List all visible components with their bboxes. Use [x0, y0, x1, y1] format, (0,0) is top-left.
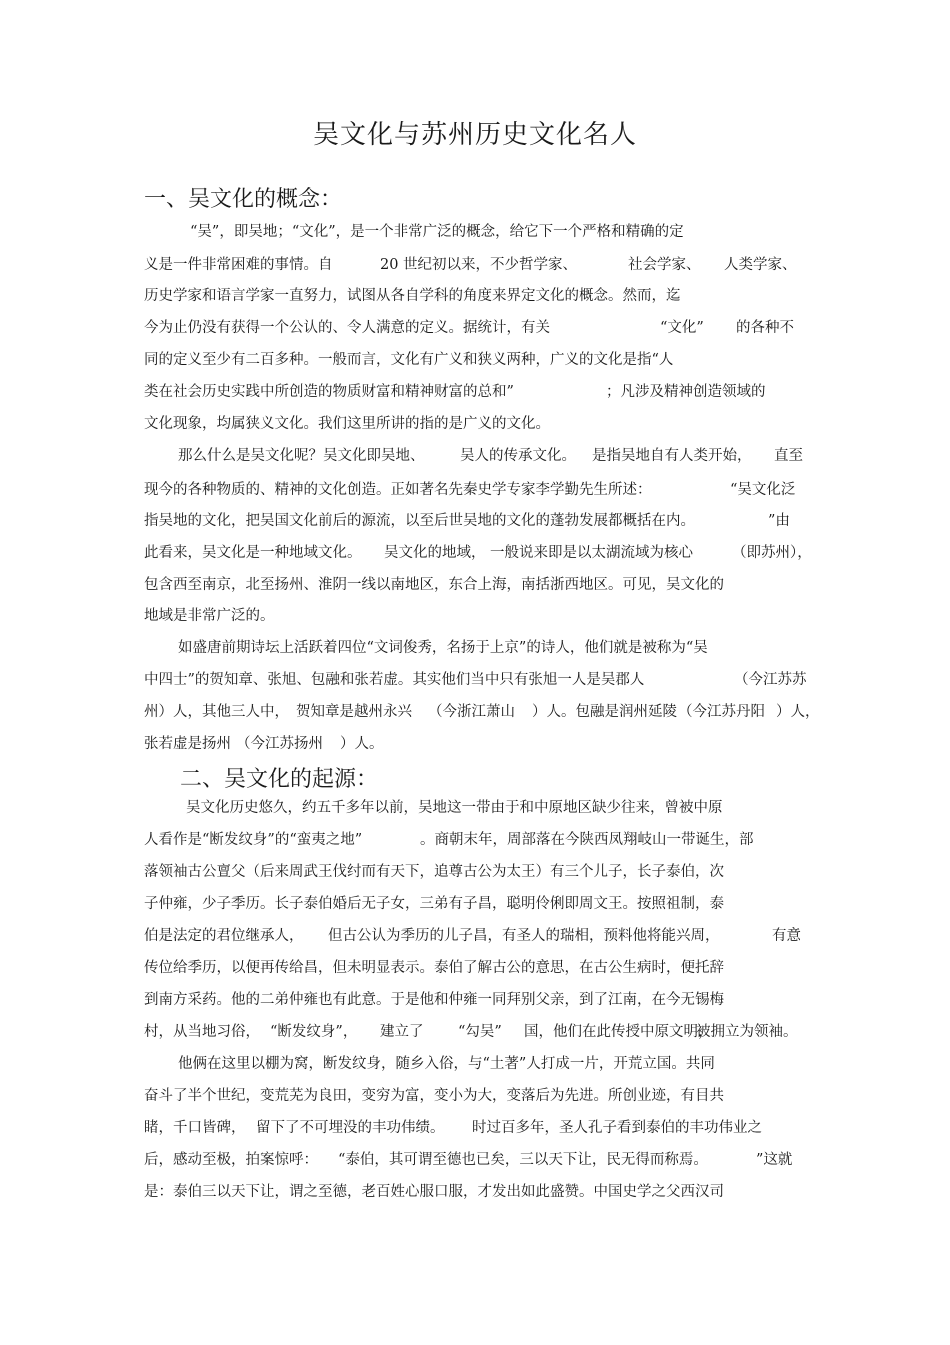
text-segment: （今浙江萧山	[428, 704, 515, 720]
text-segment: 那么什么是吴文化呢？吴文化即吴地、	[178, 448, 425, 464]
text-segment: 是：泰伯三以天下让，谓之至德，老百姓心服口服，才发出如此盛赞。中国史学之父西汉司	[144, 1184, 724, 1200]
text-segment: 吴文化的地域，	[384, 545, 486, 561]
text-segment: “文化”	[660, 320, 704, 336]
text-segment: 义是一件非常困难的事情。自	[144, 257, 333, 273]
text-segment: 但古公认为季历的儿子昌，有圣人的瑞相，预料他将能兴周，	[328, 928, 720, 944]
text-segment: 后，感动至极，拍案惊呼：	[144, 1152, 318, 1168]
text-segment: 有意	[772, 928, 801, 944]
text-segment: 奋斗了半个世纪，变荒芜为良田，变穷为富，变小为大，变落后为先进。所创业迹，有目共	[144, 1088, 724, 1104]
text-segment: 地域是非常广泛的。	[144, 608, 275, 624]
text-segment: 伯是法定的君位继承人，	[144, 928, 304, 944]
text-segment: 落领袖古公亶父（后来周武王伐纣而有天下，追尊古公为太王）有三个儿子，长子泰伯，次	[144, 864, 724, 880]
text-segment: 文化现象，均属狭义文化。我们这里所讲的指的是广义的文化。	[144, 416, 550, 432]
text-segment: 留下了不可埋没的丰功伟绩。	[256, 1120, 445, 1136]
text-segment: 张若虚是扬州	[144, 736, 231, 752]
text-segment: 一般说来即是以太湖流域为核心	[490, 545, 693, 561]
text-segment: ）人。	[340, 736, 384, 752]
text-segment: 国，他们在此传授中原文明，	[524, 1024, 713, 1040]
section-heading-concept: 一、吴文化的概念：	[144, 187, 343, 212]
text-segment: “吴”，即吴地；“文化”，是一个非常广泛的概念，给它下一个严格和精确的定	[190, 224, 684, 240]
text-segment: ）人，	[776, 704, 820, 720]
text-segment: 类在社会历史实践中所创造的物质财富和精神财富的总和”	[144, 384, 514, 400]
text-segment: 是指吴地自有人类开始，	[592, 448, 752, 464]
text-segment: ”由	[768, 513, 790, 529]
text-segment: （今江苏丹阳	[678, 704, 765, 720]
text-segment: 吴文化历史悠久，约五千多年以前，吴地这一带由于和中原地区缺少往来，曾被中原	[186, 800, 723, 816]
text-segment: 的各种不	[736, 320, 794, 336]
text-segment: 子仲雍，少子季历。长子泰伯婚后无子女，三弟有子昌，聪明伶俐即周文王。按照祖制，泰	[144, 896, 724, 912]
text-segment: 贺知章是越州永兴	[296, 704, 412, 720]
text-segment: “勾吴”	[458, 1024, 502, 1040]
text-segment: 包含西至南京，北至扬州、淮阴一线以南地区，东合上海，南括浙西地区。可见，吴文化的	[144, 577, 724, 593]
text-segment: 。商朝末年，周部落在今陕西凤翔岐山一带诞生，部	[420, 832, 754, 848]
document-title: 吴文化与苏州历史文化名人	[312, 120, 637, 150]
text-segment: 州）人，其他三人中，	[144, 704, 289, 720]
text-segment: ；凡涉及精神创造领域的	[606, 384, 766, 400]
text-segment: 社会学家、	[628, 257, 701, 273]
text-segment: （今江苏苏	[734, 672, 807, 688]
text-segment: 现今的各种物质的、精神的文化创造。正如著名先秦史学专家李学勤先生所述：	[144, 482, 652, 498]
text-segment: 传位给季历，以便再传给昌，但未明显表示。泰伯了解古公的意思，在古公生病时，便托辞	[144, 960, 724, 976]
text-segment: 时过百多年，圣人孔子看到泰伯的丰功伟业之	[472, 1120, 762, 1136]
text-segment: 20 世纪初以来，不少哲学家、	[380, 257, 578, 273]
text-segment: “吴文化泛	[730, 482, 796, 498]
text-segment: ）人。包融是润州延陵	[532, 704, 677, 720]
text-segment: 到南方采药。他的二弟仲雍也有此意。于是他和仲雍一同拜别父亲，到了江南，在今无锡梅	[144, 992, 724, 1008]
text-segment: 指吴地的文化，把吴国文化前后的源流，以至后世吴地的文化的蓬勃发展都概括在内。	[144, 513, 695, 529]
text-segment: “断发纹身”，	[270, 1024, 358, 1040]
text-segment: 今为止仍没有获得一个公认的、令人满意的定义。据统计，有关	[144, 320, 550, 336]
text-segment: 睹，千口皆碑，	[144, 1120, 246, 1136]
text-segment: 吴人的传承文化。	[460, 448, 576, 464]
text-segment: 他俩在这里以棚为窝，断发纹身，随乡入俗，与“土著”人打成一片，开荒立国。共同	[178, 1056, 715, 1072]
text-segment: 历史学家和语言学家一直努力，试图从各自学科的角度来界定文化的概念。然而，迄	[144, 288, 681, 304]
section-heading-origin: 二、吴文化的起源：	[180, 767, 379, 792]
text-segment: （今江苏扬州	[236, 736, 323, 752]
text-segment: 同的定义至少有二百多种。一般而言，文化有广义和狭义两种，广义的文化是指“人	[144, 352, 674, 368]
text-segment: 直至	[774, 448, 803, 464]
text-segment: 如盛唐前期诗坛上活跃着四位“文词俊秀，名扬于上京”的诗人，他们就是被称为“吴	[178, 640, 708, 656]
text-segment: （即苏州），	[732, 545, 812, 561]
text-segment: 人类学家、	[724, 257, 797, 273]
text-segment: ”这就	[756, 1152, 793, 1168]
text-segment: 中四士”的贺知章、张旭、包融和张若虚。其实他们当中只有张旭一人是吴郡人	[144, 672, 645, 688]
text-segment: 人看作是“断发纹身”的“蛮夷之地”	[144, 832, 363, 848]
text-segment: 被拥立为领袖。	[696, 1024, 798, 1040]
text-segment: 建立了	[380, 1024, 424, 1040]
text-segment: 此看来，吴文化是一种地域文化。	[144, 545, 362, 561]
text-segment: “泰伯，其可谓至德也已矣，三以天下让，民无得而称焉。	[338, 1152, 708, 1168]
text-segment: 村，从当地习俗，	[144, 1024, 260, 1040]
